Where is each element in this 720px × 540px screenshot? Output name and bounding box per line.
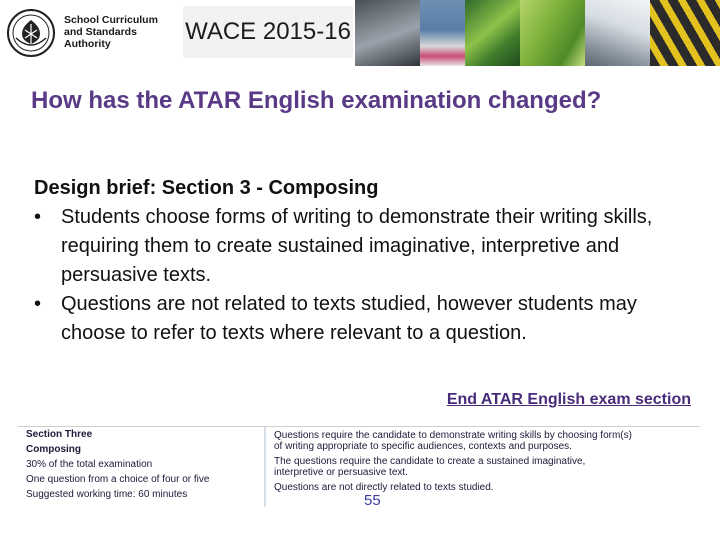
organisation-name <box>64 14 184 50</box>
exam-section-table <box>18 426 700 507</box>
table-cell: Questions are not directly related to texts studied. <box>274 482 494 493</box>
org-name-line: Authority <box>64 38 111 50</box>
logo-area <box>0 0 355 66</box>
org-name-line: and Standards <box>64 26 137 38</box>
bullet-text: Students choose forms of writing to demonstrate their writing skills, requiring them to create sustained imaginative, interpretive and persuasive texts. <box>61 206 653 286</box>
banner-photo <box>650 0 720 66</box>
banner-photo <box>585 0 650 66</box>
bullet-text: Questions are not related to texts studied, however students may choose to refer to texts where relevant to a question. <box>61 293 637 344</box>
table-cell: of writing appropriate to specific audiences, contexts and purposes. <box>274 441 572 452</box>
table-cell: Section Three <box>26 429 93 440</box>
slide-body <box>34 174 694 348</box>
table-cell: Suggested working time: 60 minutes <box>26 489 188 500</box>
page-number: 55 <box>364 492 381 509</box>
scsa-seal-icon <box>6 8 56 58</box>
table-cell: interpretive or persuasive text. <box>274 467 408 478</box>
table-cell: The questions require the candidate to create a sustained imaginative, <box>274 456 586 467</box>
bullet-item <box>34 290 694 348</box>
table-right-column <box>274 427 694 507</box>
banner-divider <box>0 66 720 70</box>
banner-photo <box>520 0 585 66</box>
table-left-column <box>18 427 266 507</box>
banner-title: WACE 2015-16 <box>183 6 353 58</box>
design-brief-heading: Design brief: Section 3 - Composing <box>34 177 379 199</box>
end-exam-section-link[interactable]: End ATAR English exam section <box>446 391 691 408</box>
banner-photo <box>420 0 465 66</box>
bullet-marker: • <box>34 293 42 315</box>
table-cell: Composing <box>26 444 81 455</box>
bullet-item <box>34 203 694 290</box>
slide-title: How has the ATAR English examination changed? <box>31 87 602 114</box>
table-cell: One question from a choice of four or five <box>26 474 210 485</box>
banner-photo <box>465 0 520 66</box>
bullet-marker: • <box>34 206 42 228</box>
org-name-line: School Curriculum <box>64 14 158 26</box>
banner-photo <box>355 0 420 66</box>
table-cell: Questions require the candidate to demonstrate writing skills by choosing form(s) <box>274 430 632 441</box>
header-banner <box>0 0 720 66</box>
table-cell: 30% of the total examination <box>26 459 153 470</box>
